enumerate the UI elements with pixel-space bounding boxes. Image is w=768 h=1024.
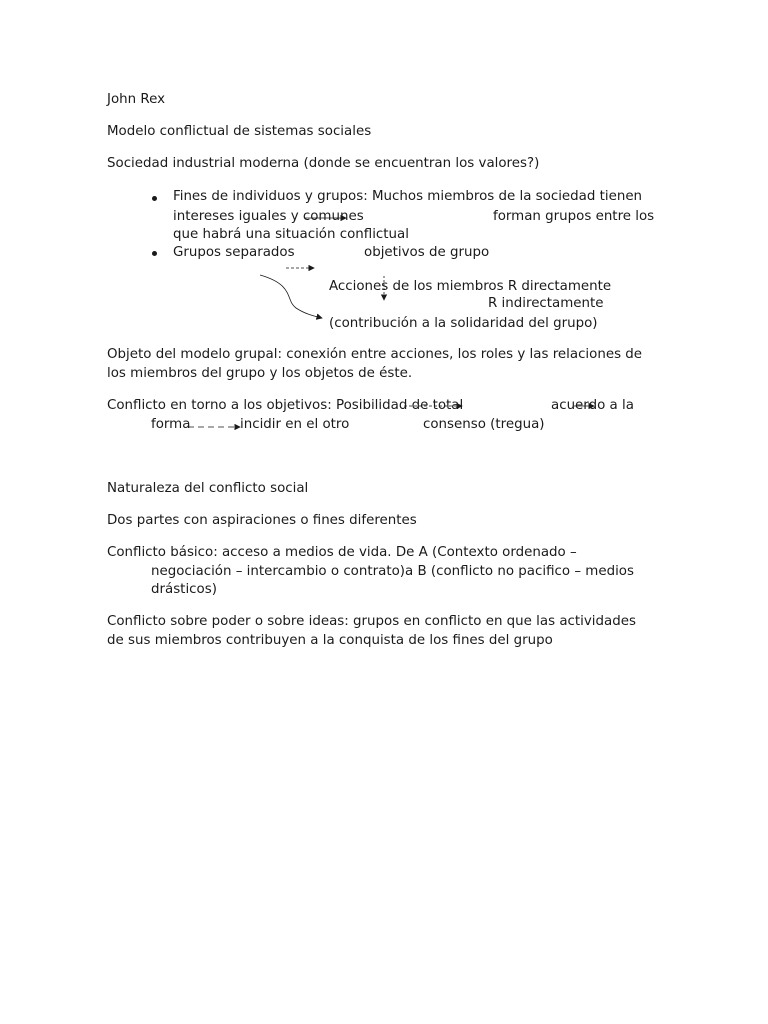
bullet-point bbox=[152, 196, 157, 201]
bullet1-line1: Fines de individuos y grupos: Muchos miembros de la sociedad tienen bbox=[173, 189, 643, 204]
conflicto-objetivos-line1b: acuerdo a la bbox=[551, 398, 634, 413]
dos-partes-line: Dos partes con aspiraciones o fines diferentes bbox=[107, 513, 417, 528]
bullet2-line1b: objetivos de grupo bbox=[364, 245, 490, 260]
model-title: Modelo conflictual de sistemas sociales bbox=[107, 124, 372, 139]
author-heading: John Rex bbox=[107, 92, 166, 107]
objeto-line2: los miembros del grupo y los objetos de éste. bbox=[107, 366, 413, 381]
conflicto-poder-line1: Conflicto sobre poder o sobre ideas: grupos en conflicto en que las actividades bbox=[107, 614, 636, 629]
naturaleza-heading: Naturaleza del conflicto social bbox=[107, 481, 309, 496]
bullet1-line3: que habrá una situación conflictual bbox=[173, 227, 409, 242]
society-line: Sociedad industrial moderna (donde se encuentran los valores?) bbox=[107, 156, 540, 171]
conflicto-basico-line3: drásticos) bbox=[151, 582, 217, 597]
acciones-line2: R indirectamente bbox=[488, 296, 604, 311]
conflicto-basico-line2: negociación – intercambio o contrato)a B (conflicto no pacifico – medios bbox=[151, 564, 634, 579]
conflicto-objetivos-line2b: incidir en el otro bbox=[240, 417, 350, 432]
acciones-line3: (contribución a la solidaridad del grupo) bbox=[329, 316, 598, 331]
conflicto-basico-line1: Conflicto básico: acceso a medios de vida. De A (Contexto ordenado – bbox=[107, 545, 577, 560]
bullet2-line1a: Grupos separados bbox=[173, 245, 295, 260]
conflicto-objetivos-line1a: Conflicto en torno a los objetivos: Posibilidad de total bbox=[107, 398, 464, 413]
curved-arrow-icon bbox=[260, 275, 322, 318]
conflicto-objetivos-line2c: consenso (tregua) bbox=[423, 417, 545, 432]
conflicto-poder-line2: de sus miembros contribuyen a la conquista de los fines del grupo bbox=[107, 633, 553, 648]
conflicto-objetivos-line2a: forma bbox=[151, 417, 191, 432]
bullet-point bbox=[152, 251, 157, 256]
objeto-line1: Objeto del modelo grupal: conexión entre acciones, los roles y las relaciones de bbox=[107, 347, 643, 362]
bullet1-line2b: forman grupos entre los bbox=[493, 209, 655, 224]
bullet1-line2a: intereses iguales y comunes bbox=[173, 209, 364, 224]
acciones-line1: Acciones de los miembros R directamente bbox=[329, 279, 612, 294]
